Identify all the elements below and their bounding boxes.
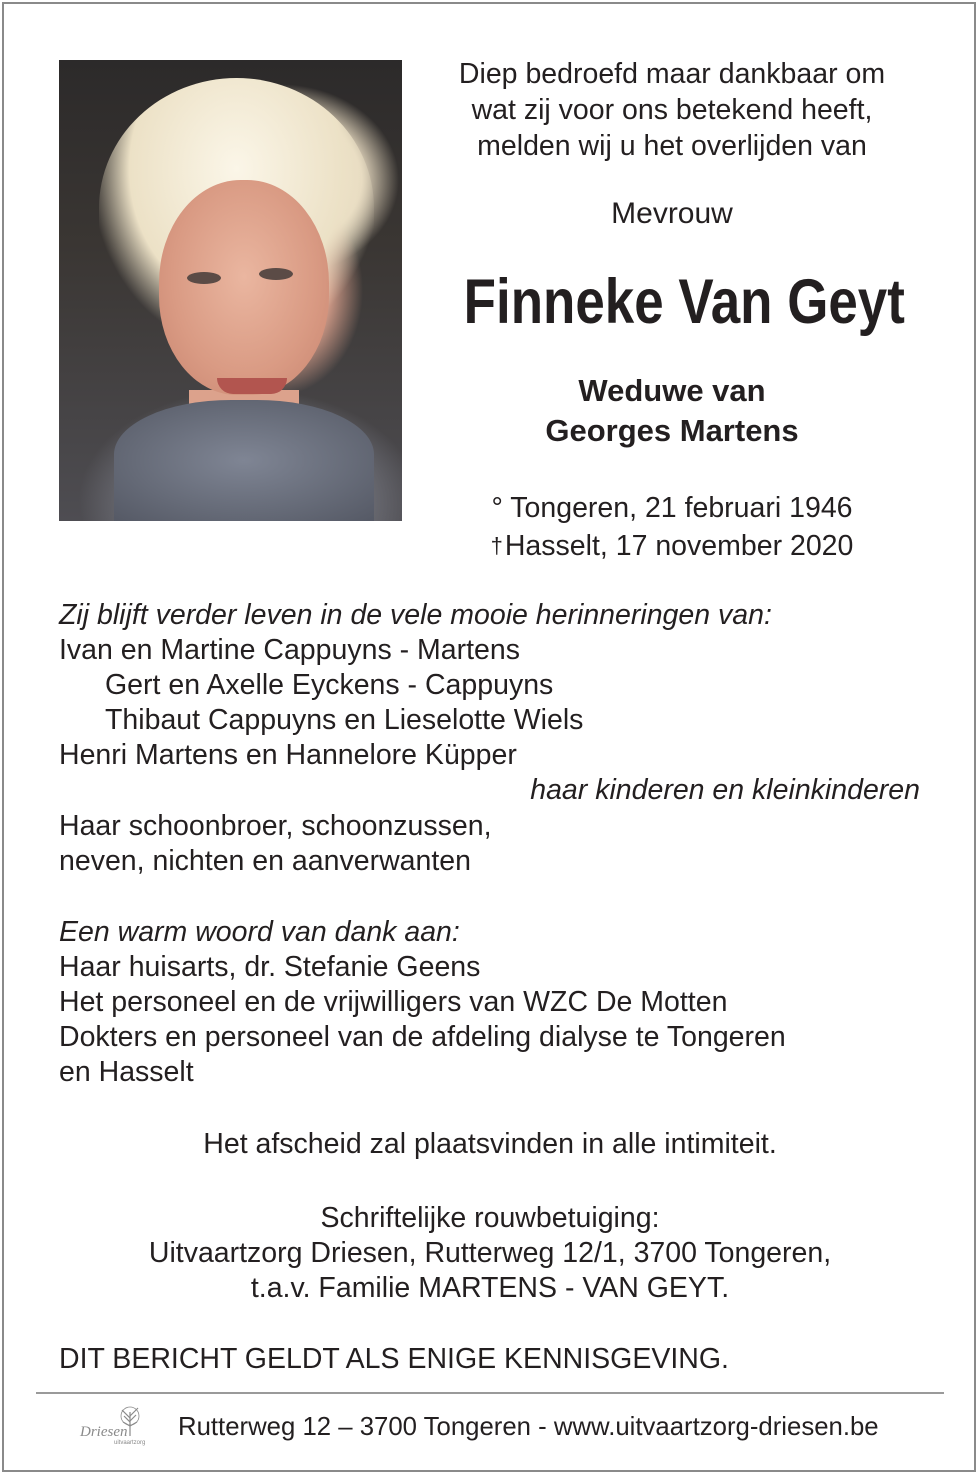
portrait-eye-right	[259, 268, 293, 280]
condolence-attention: t.a.v. Familie MARTENS - VAN GEYT.	[250, 1272, 730, 1304]
footer-address: Rutterweg 12 – 3700 Tongeren - www.uitvaartzorg-driesen.be	[178, 1411, 879, 1441]
family-caption: haar kinderen en kleinkinderen	[530, 774, 920, 806]
portrait-photo	[59, 60, 402, 521]
life-dates	[424, 490, 920, 565]
footer-divider	[36, 1392, 944, 1394]
farewell-text: Het afscheid zal plaatsvinden in alle intimiteit.	[203, 1128, 777, 1160]
thanks-line: Het personeel en de vrijwilligers van WZC De Motten	[59, 986, 728, 1018]
portrait-mouth	[217, 378, 287, 394]
relatives-line: Haar schoonbroer, schoonzussen,	[59, 810, 492, 842]
logo-subtext: uitvaartzorg	[114, 1440, 146, 1446]
intro-text	[424, 56, 920, 164]
cross-icon: †	[490, 533, 503, 558]
portrait-fur-collar	[114, 400, 374, 521]
family-heading: Zij blijft verder leven in de vele mooie herinneringen van:	[59, 599, 772, 631]
logo-wordmark: Driesen	[80, 1424, 128, 1440]
deceased-name: Finneke Van Geyt	[463, 267, 905, 337]
family-line: Henri Martens en Hannelore Küpper	[59, 739, 517, 771]
condolence-heading: Schriftelijke rouwbetuiging:	[320, 1202, 660, 1234]
death-text: Hasselt, 17 november 2020	[504, 530, 854, 562]
family-line: Thibaut Cappuyns en Lieselotte Wiels	[105, 704, 584, 736]
notice-text: DIT BERICHT GELDT ALS ENIGE KENNISGEVING.	[59, 1343, 729, 1375]
portrait-eye-left	[187, 272, 221, 284]
honorific: Mevrouw	[611, 197, 733, 230]
birth-line: ° Tongeren, 21 februari 1946	[491, 492, 853, 524]
thanks-line: Dokters en personeel van de afdeling dialyse te Tongeren	[59, 1021, 786, 1053]
portrait-face	[159, 180, 329, 395]
driesen-logo	[78, 1402, 160, 1448]
widow-of	[424, 371, 920, 451]
thanks-line: Haar huisarts, dr. Stefanie Geens	[59, 951, 481, 983]
thanks-heading: Een warm woord van dank aan:	[59, 916, 460, 948]
thanks-line: en Hasselt	[59, 1056, 194, 1088]
widow-of-label: Weduwe van	[578, 373, 766, 408]
intro-line: wat zij voor ons betekend heeft,	[471, 94, 873, 126]
family-line: Ivan en Martine Cappuyns - Martens	[59, 634, 520, 666]
family-line: Gert en Axelle Eyckens - Cappuyns	[105, 669, 554, 701]
intro-line: Diep bedroefd maar dankbaar om	[458, 58, 886, 90]
death-line	[424, 527, 920, 565]
spouse-name: Georges Martens	[545, 413, 799, 448]
condolence-address: Uitvaartzorg Driesen, Rutterweg 12/1, 3700 Tongeren,	[148, 1237, 832, 1269]
intro-line: melden wij u het overlijden van	[477, 130, 867, 162]
relatives-line: neven, nichten en aanverwanten	[59, 845, 471, 877]
